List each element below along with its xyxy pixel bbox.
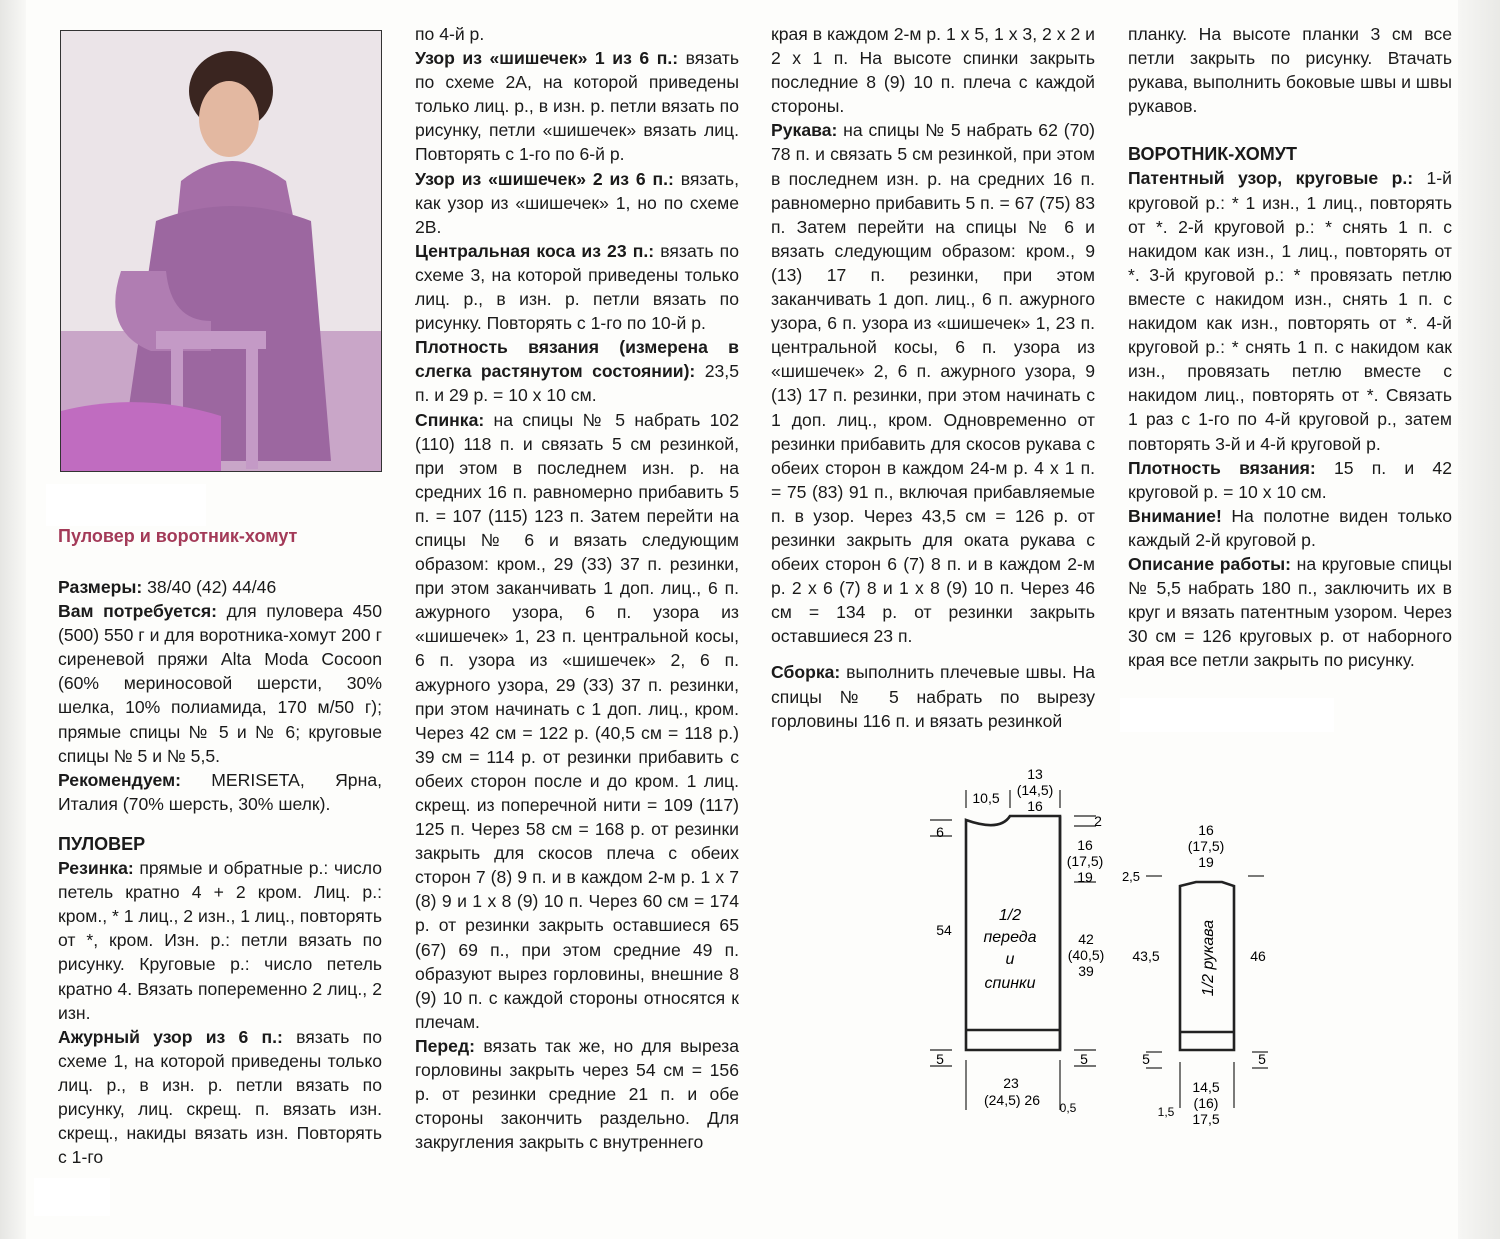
- dim-cap-25: 2,5: [1121, 869, 1141, 884]
- dim-175: (17,5): [1066, 853, 1104, 869]
- lace-paragraph: Ажурный узор из 6 п.: вязать по схеме 1, на которой приведены только лиц. р., в изн. р. петли вязать по рисунку, лиц. скрещ. п. вязать изн. скрещ., накиды вязать изн. Повторять с 1-го: [58, 1026, 382, 1168]
- bobble1-paragraph: Узор из «шишечек» 1 из 6 п.: вязать по схеме 2А, на которой приведены только лиц. р., в изн. р. петли вязать по рисунку, петли «шишечек» вязать лиц. Повторять с 1-го по 6-й р.: [415, 48, 739, 165]
- gauge-paragraph: Плотность вязания: 15 п. и 42 круговой р. = 10 х 10 см.: [1128, 457, 1452, 502]
- blank-patch: [1120, 698, 1334, 732]
- sleeve-label: 1/2 рукава: [1200, 919, 1217, 997]
- article-title: Пуловер и воротник-хомут: [58, 526, 298, 546]
- dim-15: 1,5: [1157, 1105, 1175, 1119]
- dim-rib-5: 5: [1142, 1051, 1150, 1067]
- front-paragraph: Перед: вязать так же, но для выреза горловины закрыть через 54 см = 156 р. от резинки средние 21 п. и обе стороны закончить раздельно. Для закругления закрыть с внутреннего: [415, 1035, 739, 1153]
- back-paragraph: Спинка: на спицы № 5 набрать 102 (110) 118 п. и связать 5 см резинкой, при этом в последнем изн. р. на средних 16 п. равномерно прибавить 5 п. = 107 (115) 123 п. Затем перейти на спицы № 6 и вязать следующим образом: кром., 29 (33) 37 п. резинки, при этом заканчивать 1 доп. лиц., 6 п. ажурного узора, 6 п. узора из «шишечек» 1, 23 п. центральной косы, 6 п. узора из «шишечек» 2, 6 п. ажурного узора, 29 (33) 37 п. резинки, при этом начинать с 1 доп. лиц., кром. Через 42 см = 122 р. (40,5 см = 118 р.) 39 см = 114 р. от резинки прибавить с обеих сторон после и до кром. 1 лиц. скрещ. из поперечной нити = 109 (117) 125 п. Через 58 см = 168 р. от резинки закрыть для скосов плеча с обеих сторон 7 (8) 9 п. и в каждом 2-м р. 1 х 7 (8) 9 и 1 х 8 (9) 10 п. Через 60 см = 174 р. от резинки закрыть оставшиеся 65 (67) 69 п., при этом средние 49 п. образуют вырез горловины, внешние 8 (9) 10 п. с каждой стороны относятся к плечам.: [415, 409, 739, 1032]
- gauge-paragraph: Плотность вязания (измерена в слегка растянутом состоянии): 23,5 п. и 29 р. = 10 х 10 см.: [415, 337, 739, 406]
- dim-145: 14,5: [1192, 1079, 1220, 1095]
- model-photo: [60, 30, 382, 472]
- dim-105: 10,5: [972, 790, 1000, 806]
- text-column-2: [415, 22, 739, 1154]
- recommend-paragraph: Рекомендуем: MERISETA, Ярна, Италия (70% шерсть, 30% шелк).: [58, 769, 382, 814]
- sleeve-schematic: [1118, 818, 1288, 1138]
- dim-bottom-23: 23: [1003, 1075, 1019, 1091]
- dim-46: 46: [1250, 948, 1266, 964]
- dim-rib-5: 5: [1258, 1051, 1266, 1067]
- dim-435: 43,5: [1132, 948, 1160, 964]
- dim-19: 19: [1077, 869, 1093, 885]
- collar-heading: ВОРОТНИК-ХОМУТ: [1128, 144, 1297, 165]
- sizes-paragraph: Размеры: 38/40 (42) 44/46: [58, 577, 277, 597]
- text-column-3: [771, 22, 1095, 733]
- assembly-paragraph: Сборка: выполнить плечевые швы. На спицы № 5 набрать по вырезу горловины 116 п. и вязать резинкой: [771, 662, 1095, 731]
- sleeves-paragraph: Рукава: на спицы № 5 набрать 62 (70) 78 п. и связать 5 см резинкой, при этом в последнем изн. р. на средних 16 п. равномерно прибавить 5 п. = 67 (75) 83 п. Затем перейти на спицы № 6 и вязать следующим образом: кром., 9 (13) 17 п. резинки, при этом заканчивать 1 доп. лиц., 6 п. ажурного узора, 6 п. узора из «шишечек» 1, 23 п. центральной косы, 6 п. узора из «шишечек» 2, 6 п. ажурного узора, 9 (13) 17 п. резинки, при этом начинать с 1 доп. лиц., кром. Одновременно от резинки прибавить для скосов рукава с обеих сторон в каждом 24-м р. 4 х 1 п. = 75 (83) 91 п., включая прибавляемые п. в узор. Через 43,5 см = 126 р. от резинки закрыть для оката рукава с обеих сторон 6 (7) 8 п. и в каждом 2-м р. 2 х 6 (7) 8 и 1 х 8 (9) 10 п. Через 46 см = 134 р. от резинки закрыть оставшиеся 23 п.: [771, 120, 1095, 647]
- pullover-heading: ПУЛОВЕР: [58, 833, 146, 854]
- materials-paragraph: Вам потребуется: для пуловера 450 (500) 550 г и для воротника-хомут 200 г сиреневой пряжи Alta Moda Cocoon (60% мериносовой шерсти, 30% шелка, 10% полиамида, 170 м/50 г); прямые спицы № 5 и № 6; круговые спицы № 5 и № 5,5.: [58, 601, 382, 766]
- work-paragraph: Описание работы: на круговые спицы № 5,5 набрать 180 п., заключить их в круг и вязать патентным узором. Через 30 см = 126 круговых р. от наборного края все петли закрыть по рисунку.: [1128, 553, 1452, 671]
- page-gutter: [0, 0, 26, 1239]
- dim-39: 39: [1078, 963, 1094, 979]
- continued-text: планку. На высоте планки 3 см все петли закрыть по рисунку. Втачать рукава, выполнить боковые швы и швы рукавов.: [1128, 24, 1452, 117]
- dim-16: 16: [1077, 837, 1093, 853]
- dim-shoulder-2: 2: [1094, 813, 1102, 829]
- schematic-label: спинки: [984, 975, 1036, 992]
- dim-top-13: 13: [1027, 766, 1043, 782]
- dim-top-145: (14,5): [1016, 782, 1054, 798]
- schematic-label: и: [1005, 951, 1015, 968]
- dim-16: (16): [1193, 1095, 1219, 1111]
- attention-paragraph: Внимание! На полотне виден только каждый 2-й круговой р.: [1128, 505, 1452, 550]
- dim-175: 17,5: [1192, 1111, 1220, 1127]
- dim-405: (40,5): [1067, 947, 1105, 963]
- page-edge: [1458, 0, 1500, 1239]
- pullover-photo-illustration: [61, 31, 381, 471]
- dim-42: 42: [1078, 931, 1094, 947]
- schematic-label: переда: [983, 929, 1037, 946]
- dim-16: 16: [1198, 822, 1214, 838]
- dim-05: 0,5: [1059, 1101, 1077, 1115]
- dim-bottom-245-26: (24,5) 26: [983, 1092, 1041, 1108]
- blank-patch: [34, 1178, 110, 1216]
- patent-paragraph: Патентный узор, круговые р.: 1-й круговой р.: * 1 изн., 1 лиц., повторять от *. 2-й круговой р.: * снять 1 п. с накидом как изн., 1 лиц., повторять от *. 3-й круговой р.: * провязать петлю вместе с накидом изн., снять 1 п. с накидом как изн., повторять от *. 4-й круговой р.: * снять 1 п. с накидом как изн., провязать петлю вместе с накидом лиц., повторять от *. Связать 1 раз с 1-го по 4-й круговой р., затем повторять 3-й и 4-й круговой р.: [1128, 168, 1452, 454]
- dim-175: (17,5): [1187, 838, 1225, 854]
- cable-paragraph: Центральная коса из 23 п.: вязать по схеме 3, на которой приведены только лиц. р., в изн. р. петли вязать по рисунку. Повторять с 1-го по 10-й р.: [415, 240, 739, 334]
- bobble2-paragraph: Узор из «шишечек» 2 из 6 п.: вязать, как узор из «шишечек» 1, но по схеме 2В.: [415, 168, 739, 237]
- schematic-label: 1/2: [998, 907, 1022, 924]
- continued-text: по 4-й р.: [415, 24, 485, 44]
- dim-neck-6: 6: [936, 824, 944, 840]
- dim-19: 19: [1198, 854, 1214, 870]
- rib-paragraph: Резинка: прямые и обратные р.: число петель кратно 4 + 2 кром. Лиц. р.: кром., * 1 лиц., 2 изн., 1 лиц., повторять от *, кром. Изн. р.: петли вязать по рисунку. Круговые р.: число петель кратно 4. Вязать попеременно 2 лиц., 2 изн.: [58, 858, 382, 1023]
- dim-height-54: 54: [936, 922, 952, 938]
- dim-rib-5: 5: [1080, 1051, 1088, 1067]
- continued-text: края в каждом 2-м р. 1 х 5, 1 х 3, 2 х 2 и 2 х 1 п. На высоте спинки закрыть последние 8 (9) 10 п. плеча с каждой стороны.: [771, 24, 1095, 117]
- dim-rib-5: 5: [936, 1051, 944, 1067]
- dim-top-16: 16: [1027, 798, 1043, 814]
- body-schematic: [900, 760, 1110, 1140]
- text-column-1: [58, 575, 382, 1169]
- blank-patch: [46, 484, 206, 526]
- text-column-4: [1128, 22, 1452, 672]
